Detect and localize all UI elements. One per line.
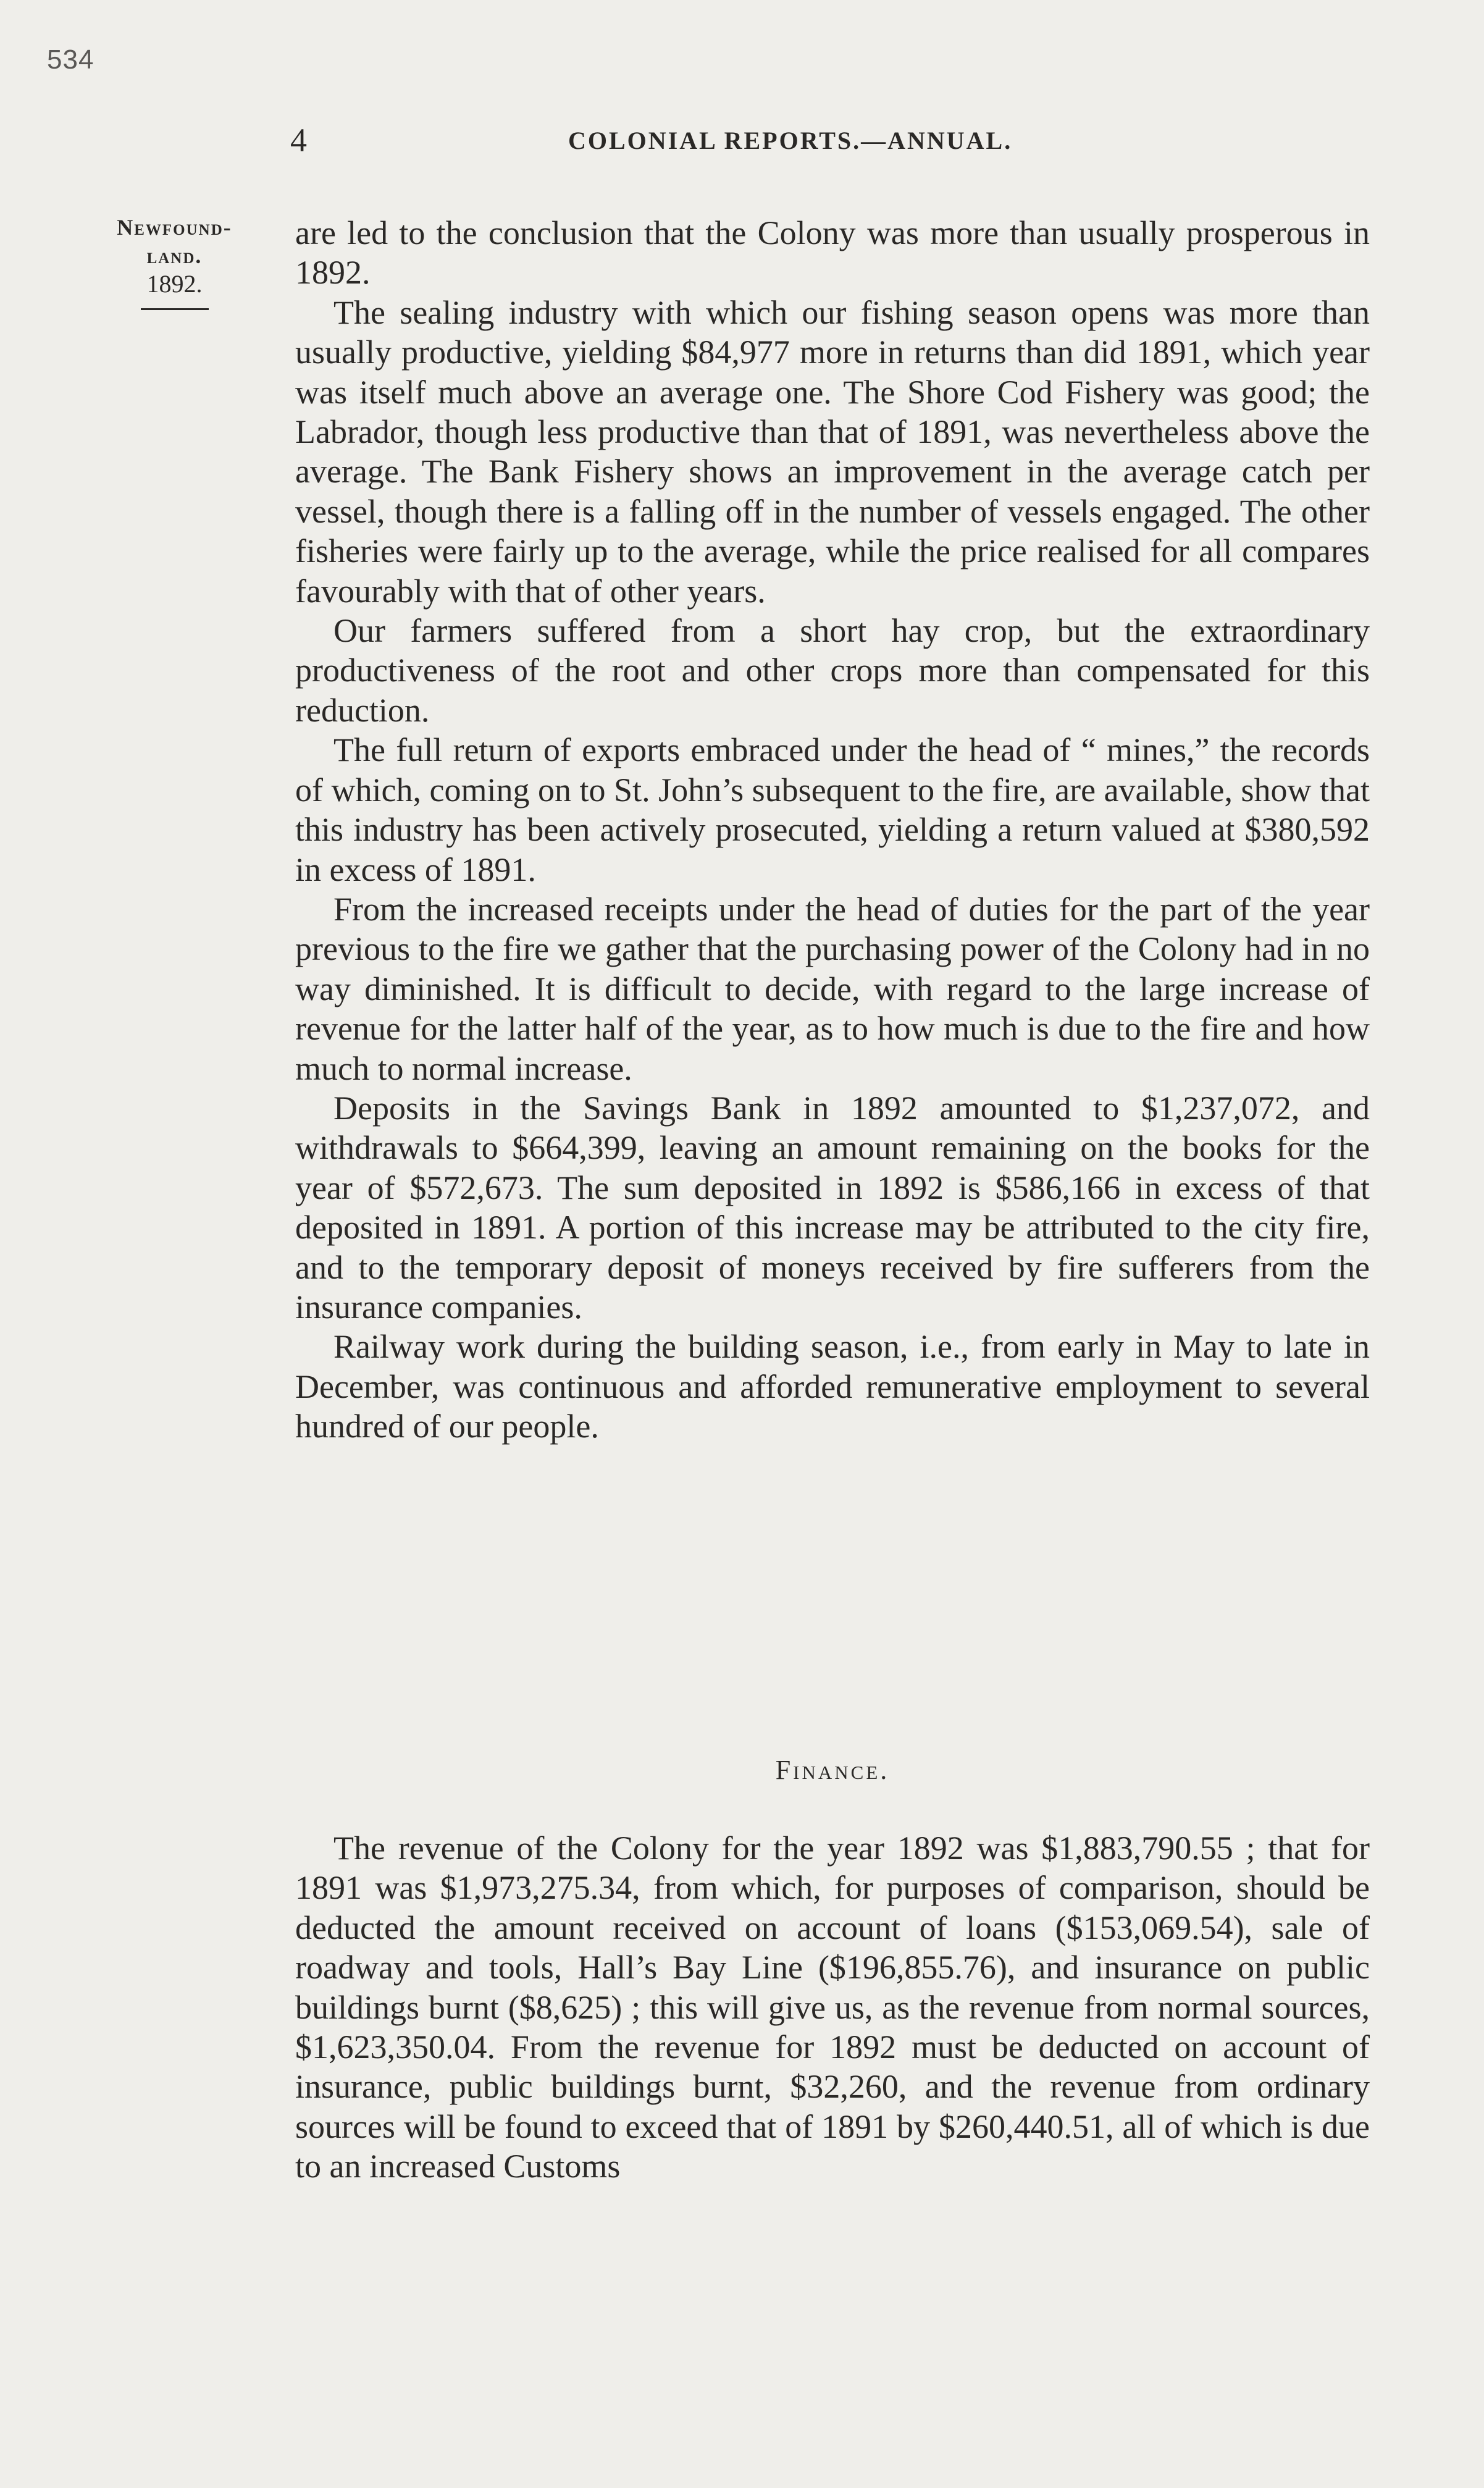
paragraph-mines: The full return of exports embraced under the head of “ mines,” the records of which, coming on to St. John’s subsequent to the fire, are available, show that this industry has been actively prosecuted, yielding a return valued at $380,592 in excess of 1891. [295,731,1370,888]
marginal-note [93,213,256,310]
marginal-note-colony: Newfound- [117,215,232,240]
body-text [295,213,1370,1447]
running-head: COLONIAL REPORTS.—ANNUAL. [568,127,1013,154]
page-number: 4 [290,122,307,159]
paragraph-farmers: Our farmers suffered from a short hay crop, but the extraordinary productiveness of the root and other crops more than compensated for this reduction. [295,612,1370,729]
paragraph-railway: Railway work during the building season, i.e., from early in May to late in December, was continuous and afforded remunerative employment to several hundred of our people. [295,1328,1370,1445]
marginal-note-colony-cont: land. [146,243,203,268]
paragraph-duties: From the increased receipts under the head of duties for the part of the year previous to the fire we gather that the purchasing power of the Colony had in no way diminished. It is difficult to decide, with regard to the large increase of revenue for the latter half of the year, as to how much is due to the fire and how much to normal increase. [295,890,1370,1087]
marginal-rule [141,308,209,310]
marginal-note-year: 1892. [146,270,203,298]
paragraph-sealing: The sealing industry with which our fishing season opens was more than usually productive, yielding $84,977 more in returns than did 1891, which year was itself much above an average one. The Shore Cod Fishery was good; the Labrador, though less productive than that of 1891, was nevertheless above the average. The Bank Fishery shows an improvement in the average catch per vessel, though there is a falling off in the number of vessels engaged. The other fisheries were fairly up to the average, while the price realised for all compares favourably with that of other years. [295,293,1370,610]
paragraph-intro: are led to the conclusion that the Colony was more than usually prosperous in 1892. [295,214,1370,292]
section-heading-finance: Finance. [775,1755,890,1785]
paragraph-savings-bank: Deposits in the Savings Bank in 1892 amounted to $1,237,072, and withdrawals to $664,399, leaving an amount remaining on the books for the year of $572,673. The sum deposited in 1892 is $586,166 in excess of that deposited in 1891. A portion of this increase may be attributed to the city fire, and to the temporary deposit of moneys received by fire sufferers from the insurance companies. [295,1089,1370,1326]
scan-page-number: 534 [47,44,94,75]
paragraph-revenue: The revenue of the Colony for the year 1892 was $1,883,790.55 ; that for 1891 was $1,973,275.34, from which, for purposes of comparison, should be deducted the amount received on account of loans ($153,069.54), sale of roadway and tools, Hall’s Bay Line ($196,855.76), and insurance on public buildings burnt ($8,625) ; this will give us, as the revenue from normal sources, $1,623,350.04. From the revenue for 1892 must be deducted on account of insurance, public buildings burnt, $32,260, and the revenue from ordinary sources will be found to exceed that of 1891 by $260,440.51, all of which is due to an increased Customs [295,1830,1370,2185]
finance-text [295,1828,1370,2187]
